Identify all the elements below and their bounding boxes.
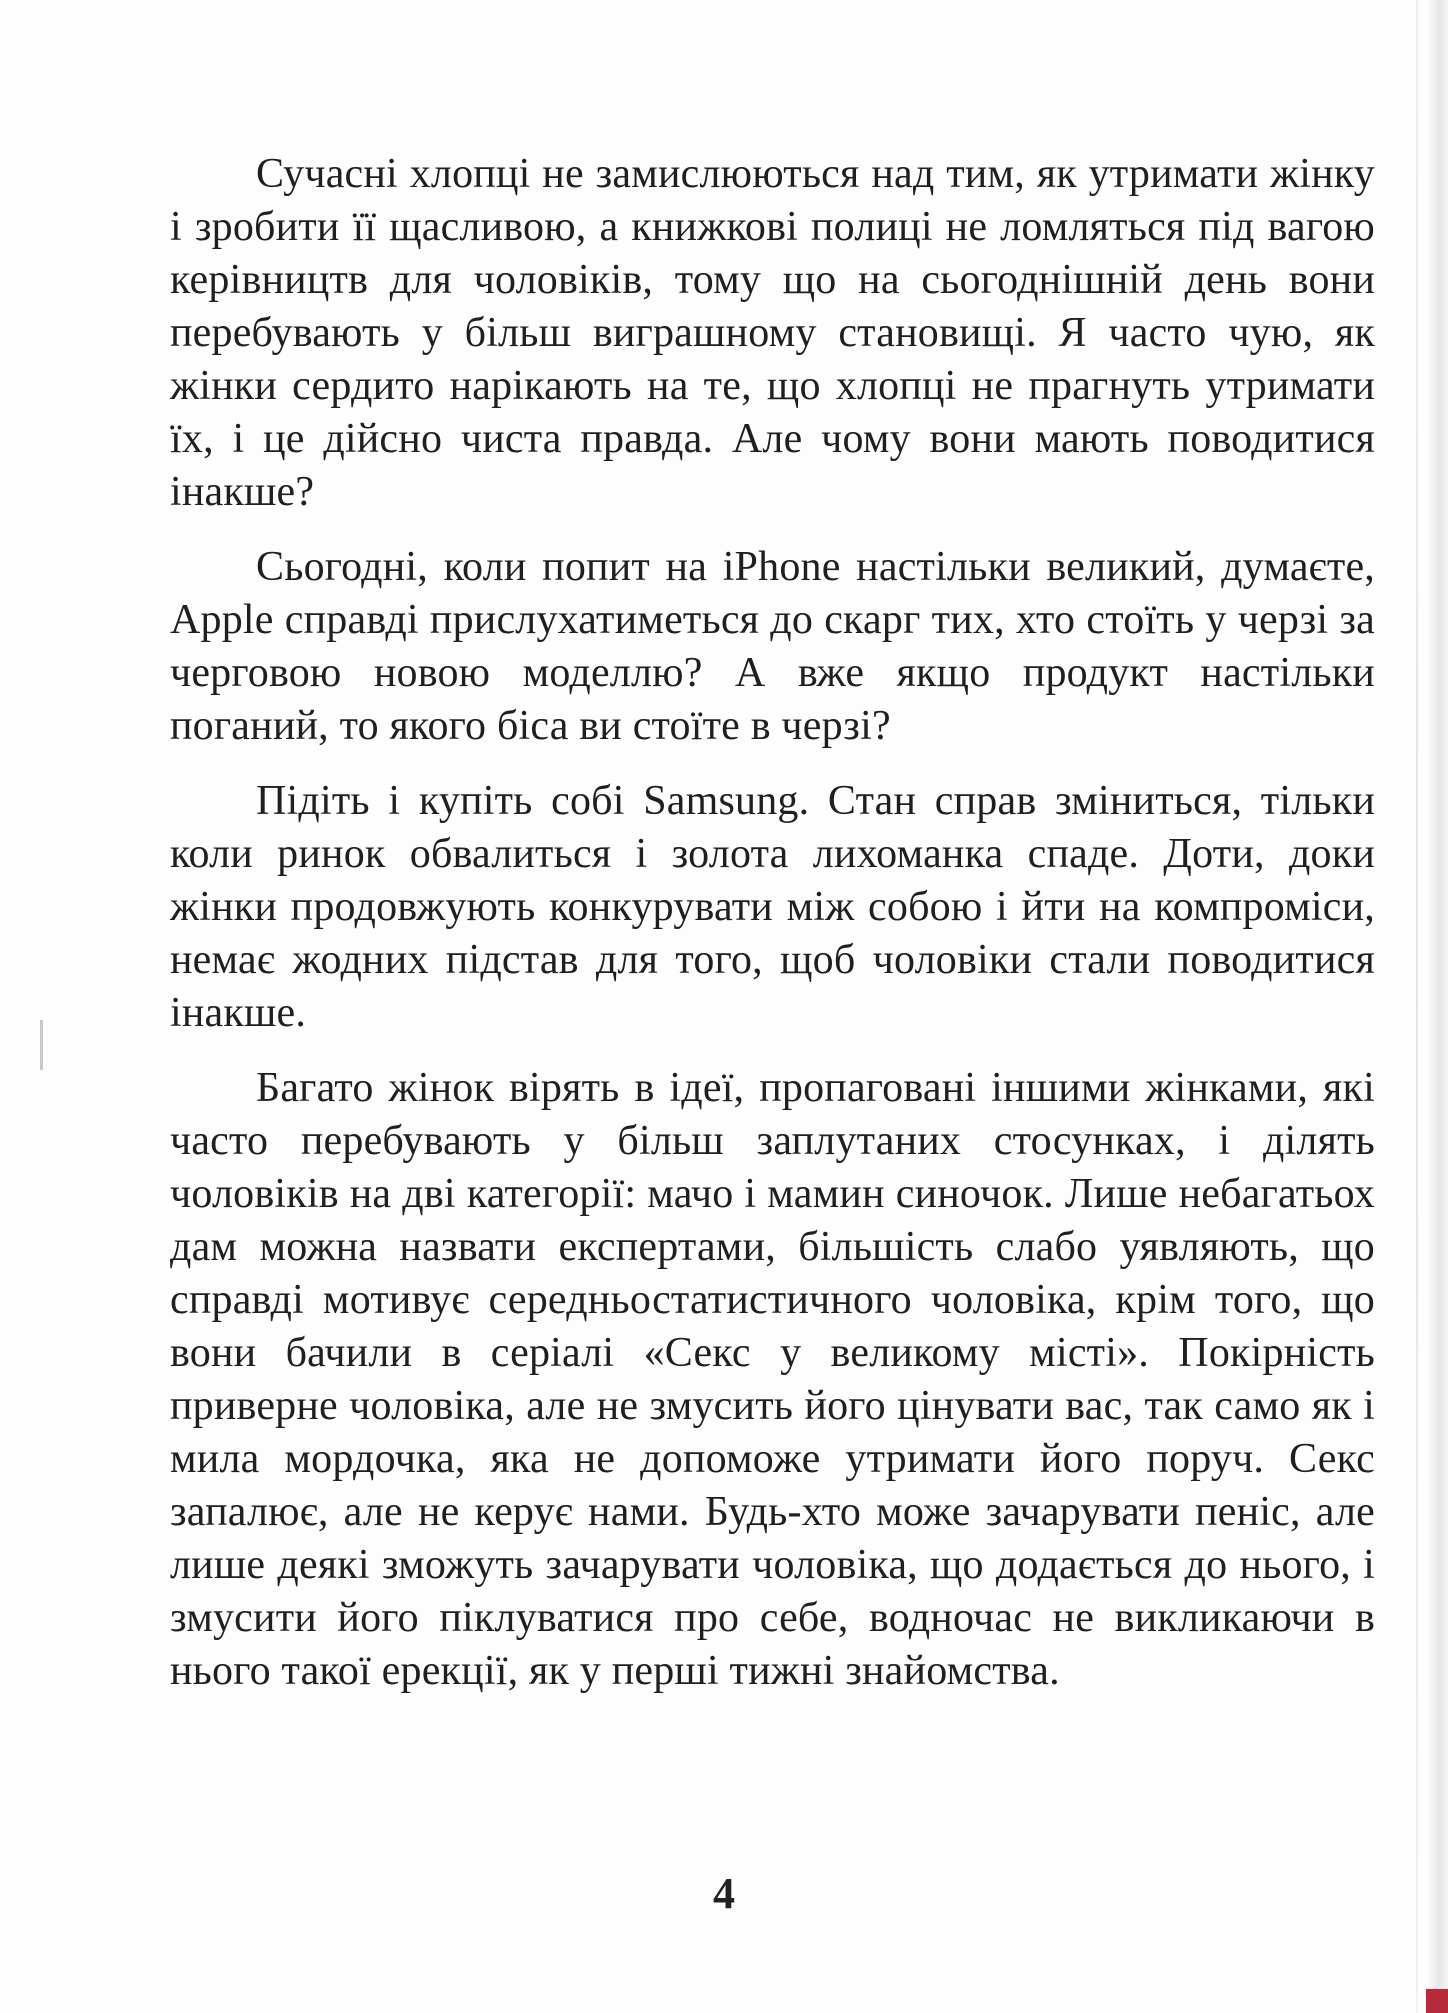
body-text — [170, 148, 1375, 1720]
paragraph-3: Підіть і купіть собі Samsung. Стан справ зміниться, тільки коли ринок обвалиться і золота лихоманка спаде. Доти, доки жінки продовжують конкурувати між собою і йти на компроміси, немає жодних підстав для того, щоб чоловіки стали поводитися інакше. — [170, 778, 1375, 1036]
paragraph-1: Сучасні хлопці не замислюються над тим, як утримати жінку і зробити її щасливою, а книжкові полиці не ломляться під вагою керівництв для чоловіків, тому що на сьогоднішній день вони перебувають у більш виграшному становищі. Я часто чую, як жінки сердито нарікають на те, що хлопці не прагнуть утримати їх, і це дійсно чиста правда. Але чому вони мають поводитися інакше? — [170, 151, 1375, 515]
page-number: 4 — [713, 1869, 735, 1918]
bookmark-corner — [1426, 1989, 1448, 2013]
page-edge — [1426, 0, 1448, 2013]
page-edge-shadow — [1416, 0, 1418, 2013]
paragraph-2: Сьогодні, коли попит на iPhone настільки великий, думаєте, Apple справді прислухатиметься до скарг тих, хто стоїть у черзі за черговою новою моделлю? А вже якщо продукт настільки поганий, то якого біса ви стоїте в черзі? — [170, 544, 1375, 749]
paragraph-4: Багато жінок вірять в ідеї, пропаговані іншими жінками, які часто перебувають у більш заплутаних стосунках, і ділять чоловіків на дві категорії: мачо і мамин синочок. Лише небагатьох дам можна назвати експертами, більшість слабо уявляють, що справді мотивує середньостатистичного чоловіка, крім того, що вони бачили в серіалі «Секс у великому місті». Покірність приверне чоловіка, але не змусить його цінувати вас, так само як і мила мордочка, яка не допоможе утримати його поруч. Секс запалює, але не керує нами. Будь-хто може зачарувати пеніс, але лише деякі зможуть зачарувати чоловіка, що додається до нього, і змусити його піклуватися про себе, водночас не викликаючи в нього такої ерекції, як у перші тижні знайомства. — [170, 1065, 1375, 1694]
scan-mark — [40, 1020, 43, 1070]
